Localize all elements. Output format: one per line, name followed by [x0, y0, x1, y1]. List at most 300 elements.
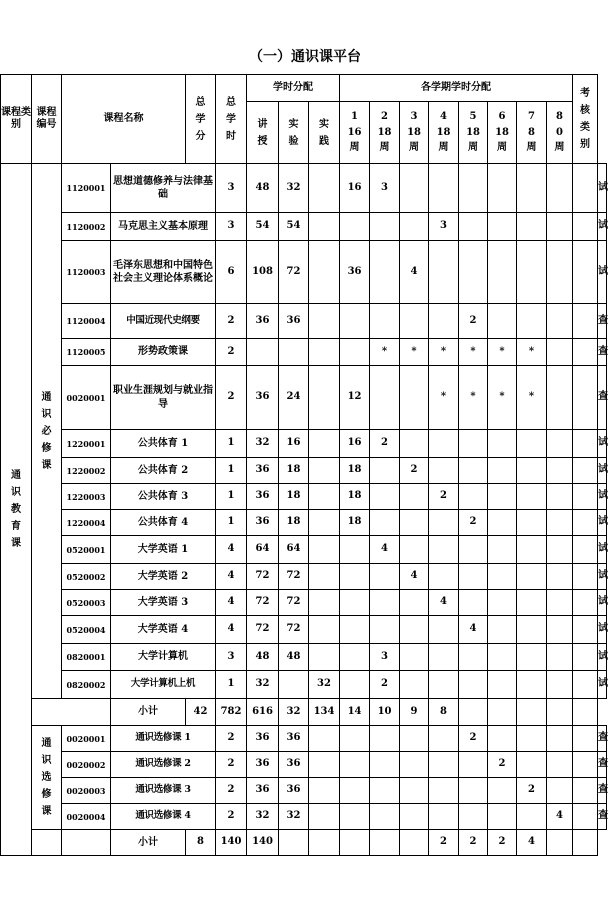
- course-hours: 36: [247, 484, 279, 510]
- course-semester-7: [547, 339, 573, 366]
- subtotal-semester-6: 2: [488, 830, 517, 856]
- course-semester-6: [517, 804, 547, 830]
- subtotal-semester-5: [459, 699, 488, 726]
- table-row: [1, 164, 607, 213]
- course-semester-6: 2: [517, 778, 547, 804]
- header-semester-8: 8 0 周: [547, 102, 573, 164]
- course-semester-2: [400, 366, 429, 430]
- course-semester-8: [573, 241, 598, 304]
- course-semester-6: [517, 213, 547, 241]
- course-semester-2: [400, 430, 429, 458]
- curriculum-table: [0, 74, 607, 856]
- course-semester-3: [429, 671, 459, 699]
- header-semester-5: 5 18 周: [459, 102, 488, 164]
- course-hours: 72: [247, 590, 279, 616]
- course-exam-type: 试: [598, 484, 607, 510]
- course-lecture: 18: [279, 510, 309, 536]
- table-row: [1, 726, 607, 752]
- course-code: 1220004: [62, 510, 111, 536]
- course-semester-5: [488, 726, 517, 752]
- course-hours: 54: [247, 213, 279, 241]
- course-semester-7: [547, 213, 573, 241]
- course-semester-1: [370, 458, 400, 484]
- course-lecture: [279, 671, 309, 699]
- course-semester-2: [400, 778, 429, 804]
- header-semester-2: 2 18 周: [370, 102, 400, 164]
- course-name: 大学英语 3: [111, 590, 216, 616]
- course-lecture: 16: [279, 430, 309, 458]
- course-code: 0020001: [62, 366, 111, 430]
- course-lecture: 72: [279, 590, 309, 616]
- course-exam-type: 查: [598, 339, 607, 366]
- course-exam-type: 试: [598, 536, 607, 564]
- course-semester-7: [547, 616, 573, 644]
- table-row: [1, 536, 607, 564]
- course-code: 1220002: [62, 458, 111, 484]
- course-semester-8: [573, 752, 598, 778]
- course-experiment: [309, 339, 340, 366]
- course-exam-type: 查: [598, 726, 607, 752]
- course-experiment: [309, 484, 340, 510]
- course-lecture: 72: [279, 241, 309, 304]
- course-name: 公共体育 1: [111, 430, 216, 458]
- course-code: 0820001: [62, 644, 111, 671]
- course-credits: 1: [216, 671, 247, 699]
- course-semester-2: [400, 590, 429, 616]
- table-row: [1, 671, 607, 699]
- course-lecture: 36: [279, 752, 309, 778]
- subtotal-semester-1: 14: [340, 699, 370, 726]
- subtotal-credits: 42: [186, 699, 216, 726]
- course-semester-8: [573, 304, 598, 339]
- course-code: 0520003: [62, 590, 111, 616]
- course-semester-4: [459, 644, 488, 671]
- course-hours: 48: [247, 164, 279, 213]
- header-hour-distribution: 学时分配: [247, 75, 340, 102]
- subtotal-experiment: 32: [279, 699, 309, 726]
- course-code: 1120005: [62, 339, 111, 366]
- course-semester-7: [547, 590, 573, 616]
- course-credits: 4: [216, 536, 247, 564]
- course-semester-4: [459, 590, 488, 616]
- course-semester-2: [400, 213, 429, 241]
- course-semester-5: [488, 430, 517, 458]
- course-semester-7: [547, 241, 573, 304]
- course-name: 马克思主义基本原理: [111, 213, 216, 241]
- subtotal-semester-6: [488, 699, 517, 726]
- course-semester-7: [547, 644, 573, 671]
- course-lecture: 18: [279, 458, 309, 484]
- course-credits: 2: [216, 304, 247, 339]
- header-experiment: 实 验: [279, 102, 309, 164]
- course-hours: 36: [247, 778, 279, 804]
- course-semester-3: 2: [429, 484, 459, 510]
- table-row: [1, 510, 607, 536]
- subtotal-hours: 140: [216, 830, 247, 856]
- course-semester-6: [517, 726, 547, 752]
- course-semester-5: *: [488, 339, 517, 366]
- course-hours: 36: [247, 510, 279, 536]
- course-semester-3: 3: [429, 213, 459, 241]
- course-experiment: [309, 430, 340, 458]
- header-exam-type: 考 核 类 别: [573, 75, 598, 164]
- course-semester-3: [429, 510, 459, 536]
- course-semester-5: [488, 671, 517, 699]
- course-semester-5: [488, 458, 517, 484]
- course-semester-1: 2: [370, 671, 400, 699]
- course-credits: 1: [216, 430, 247, 458]
- course-semester-3: [429, 726, 459, 752]
- course-credits: 2: [216, 726, 247, 752]
- course-lecture: 24: [279, 366, 309, 430]
- course-code: 1220001: [62, 430, 111, 458]
- course-semester-5: [488, 213, 517, 241]
- course-lecture: 18: [279, 484, 309, 510]
- course-experiment: [309, 726, 340, 752]
- table-row: [1, 241, 607, 304]
- course-experiment: [309, 366, 340, 430]
- course-code: 0520002: [62, 564, 111, 590]
- course-semester-3: *: [429, 366, 459, 430]
- course-exam-type: 试: [598, 510, 607, 536]
- course-semester-5: [488, 778, 517, 804]
- course-semester-7: [547, 671, 573, 699]
- table-row: [1, 616, 607, 644]
- course-credits: 6: [216, 241, 247, 304]
- course-practice: [340, 644, 370, 671]
- course-name: 通识选修课 1: [111, 726, 216, 752]
- course-semester-3: [429, 458, 459, 484]
- course-credits: 3: [216, 213, 247, 241]
- course-semester-6: [517, 671, 547, 699]
- course-semester-2: [400, 804, 429, 830]
- subtotal-experiment: [279, 830, 309, 856]
- course-lecture: 36: [279, 304, 309, 339]
- course-semester-1: 3: [370, 644, 400, 671]
- header-semester-3: 3 18 周: [400, 102, 429, 164]
- course-semester-1: [370, 752, 400, 778]
- header-semester-6: 6 18 周: [488, 102, 517, 164]
- course-name: 中国近现代史纲要: [111, 304, 216, 339]
- course-semester-4: 2: [459, 304, 488, 339]
- subtotal-semester-2: 10: [370, 699, 400, 726]
- course-exam-type: 试: [598, 671, 607, 699]
- course-semester-1: [370, 804, 400, 830]
- course-semester-8: [573, 213, 598, 241]
- course-semester-6: [517, 164, 547, 213]
- course-credits: 3: [216, 164, 247, 213]
- subtotal-row: [1, 830, 607, 856]
- course-semester-4: [459, 752, 488, 778]
- course-semester-4: [459, 484, 488, 510]
- course-semester-7: [547, 510, 573, 536]
- course-credits: 4: [216, 616, 247, 644]
- course-practice: 36: [340, 241, 370, 304]
- course-semester-3: [429, 430, 459, 458]
- course-practice: [340, 213, 370, 241]
- course-semester-4: *: [459, 339, 488, 366]
- course-exam-type: 试: [598, 590, 607, 616]
- course-semester-6: [517, 616, 547, 644]
- course-code: 1120003: [62, 241, 111, 304]
- course-lecture: 64: [279, 536, 309, 564]
- course-code: 0520004: [62, 616, 111, 644]
- course-lecture: 32: [279, 804, 309, 830]
- course-hours: 36: [247, 458, 279, 484]
- header-semester-4: 4 18 周: [429, 102, 459, 164]
- course-semester-6: [517, 510, 547, 536]
- course-practice: [340, 752, 370, 778]
- course-semester-1: [370, 213, 400, 241]
- course-name: 形势政策课: [111, 339, 216, 366]
- course-semester-1: 3: [370, 164, 400, 213]
- course-semester-1: [370, 366, 400, 430]
- subtotal-practice: 134: [309, 699, 340, 726]
- subtotal-semester-7: [517, 699, 547, 726]
- course-name: 职业生涯规划与就业指导: [111, 366, 216, 430]
- course-semester-2: [400, 304, 429, 339]
- course-semester-1: [370, 484, 400, 510]
- course-semester-3: [429, 644, 459, 671]
- course-experiment: [309, 536, 340, 564]
- course-semester-6: [517, 752, 547, 778]
- course-semester-1: [370, 564, 400, 590]
- course-semester-6: [517, 458, 547, 484]
- course-semester-3: [429, 536, 459, 564]
- course-semester-8: [573, 366, 598, 430]
- header-semester-distribution: 各学期学时分配: [340, 75, 573, 102]
- course-semester-8: [573, 484, 598, 510]
- category-general-education: 通 识 教 育 课: [1, 164, 32, 856]
- course-exam-type: 试: [598, 458, 607, 484]
- course-hours: 32: [247, 671, 279, 699]
- course-semester-5: [488, 536, 517, 564]
- course-semester-8: [573, 510, 598, 536]
- course-semester-4: [459, 671, 488, 699]
- header-course-name: 课程名称: [62, 75, 186, 164]
- course-semester-5: [488, 616, 517, 644]
- course-name: 毛泽东思想和中国特色社会主义理论体系概论: [111, 241, 216, 304]
- header-practice: 实 践: [309, 102, 340, 164]
- course-semester-7: [547, 778, 573, 804]
- course-experiment: [309, 778, 340, 804]
- subtotal-practice: [309, 830, 340, 856]
- course-semester-1: [370, 778, 400, 804]
- course-semester-4: 2: [459, 510, 488, 536]
- course-semester-6: [517, 564, 547, 590]
- course-lecture: 54: [279, 213, 309, 241]
- header-total-credits: 总 学 分: [186, 75, 216, 164]
- course-code: 0520001: [62, 536, 111, 564]
- subtotal-credits: 8: [186, 830, 216, 856]
- course-exam-type: 试: [598, 616, 607, 644]
- table-row: [1, 366, 607, 430]
- course-semester-2: [400, 536, 429, 564]
- course-experiment: [309, 752, 340, 778]
- table-row: [1, 804, 607, 830]
- course-semester-6: [517, 590, 547, 616]
- course-code: 0020001: [62, 726, 111, 752]
- course-exam-type: 查: [598, 752, 607, 778]
- course-practice: 18: [340, 484, 370, 510]
- course-exam-type: 试: [598, 241, 607, 304]
- course-semester-8: [573, 616, 598, 644]
- course-practice: 12: [340, 366, 370, 430]
- course-semester-2: [400, 484, 429, 510]
- course-semester-3: [429, 304, 459, 339]
- course-semester-3: [429, 752, 459, 778]
- course-semester-7: [547, 752, 573, 778]
- course-semester-1: [370, 616, 400, 644]
- course-semester-1: [370, 590, 400, 616]
- course-semester-7: [547, 458, 573, 484]
- table-row: [1, 304, 607, 339]
- header-semester-1: 1 16 周: [340, 102, 370, 164]
- course-semester-7: [547, 366, 573, 430]
- course-semester-2: [400, 671, 429, 699]
- course-semester-8: [573, 430, 598, 458]
- subtotal-semester-3: [400, 830, 429, 856]
- subtotal-semester-5: 2: [459, 830, 488, 856]
- course-semester-5: [488, 241, 517, 304]
- table-row: [1, 458, 607, 484]
- course-semester-5: [488, 804, 517, 830]
- course-hours: 36: [247, 726, 279, 752]
- course-code: 1220003: [62, 484, 111, 510]
- subtotal-semester-1: [340, 830, 370, 856]
- subtotal-lecture: 140: [247, 830, 279, 856]
- course-semester-7: [547, 430, 573, 458]
- table-row: [1, 752, 607, 778]
- course-lecture: 32: [279, 164, 309, 213]
- course-semester-4: 2: [459, 726, 488, 752]
- course-practice: [340, 590, 370, 616]
- subtotal-semester-8: [547, 699, 573, 726]
- course-practice: 18: [340, 510, 370, 536]
- header-course-category: 课程类 别: [1, 75, 32, 164]
- table-row: [1, 339, 607, 366]
- course-lecture: 48: [279, 644, 309, 671]
- course-credits: 2: [216, 752, 247, 778]
- course-semester-3: *: [429, 339, 459, 366]
- course-semester-6: [517, 241, 547, 304]
- course-experiment: [309, 616, 340, 644]
- course-semester-3: [429, 164, 459, 213]
- subtotal-blank: [32, 699, 111, 726]
- course-semester-5: [488, 484, 517, 510]
- subtotal-semester-8: [547, 830, 573, 856]
- course-semester-2: [400, 644, 429, 671]
- course-semester-2: 2: [400, 458, 429, 484]
- course-exam-type: 试: [598, 430, 607, 458]
- course-semester-3: [429, 616, 459, 644]
- course-semester-5: [488, 304, 517, 339]
- course-practice: [340, 339, 370, 366]
- subtotal-exam-type: [573, 830, 598, 856]
- course-semester-4: [459, 213, 488, 241]
- course-semester-5: [488, 564, 517, 590]
- course-credits: 1: [216, 510, 247, 536]
- course-semester-7: 4: [547, 804, 573, 830]
- course-semester-5: *: [488, 366, 517, 430]
- course-practice: [340, 564, 370, 590]
- course-lecture: 36: [279, 726, 309, 752]
- subtotal-hours: 782: [216, 699, 247, 726]
- course-experiment: [309, 564, 340, 590]
- course-name: 公共体育 4: [111, 510, 216, 536]
- course-hours: 72: [247, 616, 279, 644]
- course-semester-4: [459, 430, 488, 458]
- course-hours: 48: [247, 644, 279, 671]
- course-semester-2: 4: [400, 564, 429, 590]
- course-semester-7: [547, 726, 573, 752]
- course-exam-type: 试: [598, 644, 607, 671]
- course-semester-6: *: [517, 339, 547, 366]
- course-semester-8: [573, 671, 598, 699]
- course-lecture: 36: [279, 778, 309, 804]
- header-course-code: 课程 编号: [32, 75, 62, 164]
- course-exam-type: 查: [598, 804, 607, 830]
- course-semester-6: [517, 484, 547, 510]
- course-hours: 32: [247, 804, 279, 830]
- course-experiment: [309, 590, 340, 616]
- course-credits: 2: [216, 339, 247, 366]
- table-row: [1, 778, 607, 804]
- course-lecture: 72: [279, 616, 309, 644]
- course-practice: [340, 778, 370, 804]
- course-semester-8: [573, 644, 598, 671]
- group-required-courses: 通 识 必 修 课: [32, 164, 62, 699]
- course-semester-5: [488, 590, 517, 616]
- course-semester-8: [573, 458, 598, 484]
- course-practice: [340, 616, 370, 644]
- page-title: （一）通识课平台: [249, 49, 361, 65]
- course-semester-8: [573, 804, 598, 830]
- course-semester-8: [573, 590, 598, 616]
- course-experiment: [309, 213, 340, 241]
- course-practice: [340, 671, 370, 699]
- course-semester-8: [573, 536, 598, 564]
- subtotal-lecture: 616: [247, 699, 279, 726]
- course-name: 通识选修课 2: [111, 752, 216, 778]
- course-name: 大学计算机上机: [111, 671, 216, 699]
- course-exam-type: 查: [598, 778, 607, 804]
- course-semester-3: 4: [429, 590, 459, 616]
- course-semester-2: 4: [400, 241, 429, 304]
- subtotal-semester-4: 2: [429, 830, 459, 856]
- course-credits: 1: [216, 458, 247, 484]
- course-semester-1: [370, 726, 400, 752]
- course-semester-4: [459, 564, 488, 590]
- course-semester-6: *: [517, 366, 547, 430]
- course-hours: 36: [247, 304, 279, 339]
- course-name: 通识选修课 3: [111, 778, 216, 804]
- course-name: 通识选修课 4: [111, 804, 216, 830]
- course-practice: [340, 726, 370, 752]
- course-experiment: [309, 241, 340, 304]
- course-hours: [247, 339, 279, 366]
- course-name: 公共体育 2: [111, 458, 216, 484]
- course-semester-7: [547, 536, 573, 564]
- course-code: 1120001: [62, 164, 111, 213]
- course-experiment: [309, 804, 340, 830]
- course-name: 公共体育 3: [111, 484, 216, 510]
- course-semester-7: [547, 304, 573, 339]
- course-semester-2: [400, 752, 429, 778]
- course-credits: 1: [216, 484, 247, 510]
- course-semester-8: [573, 164, 598, 213]
- course-semester-8: [573, 339, 598, 366]
